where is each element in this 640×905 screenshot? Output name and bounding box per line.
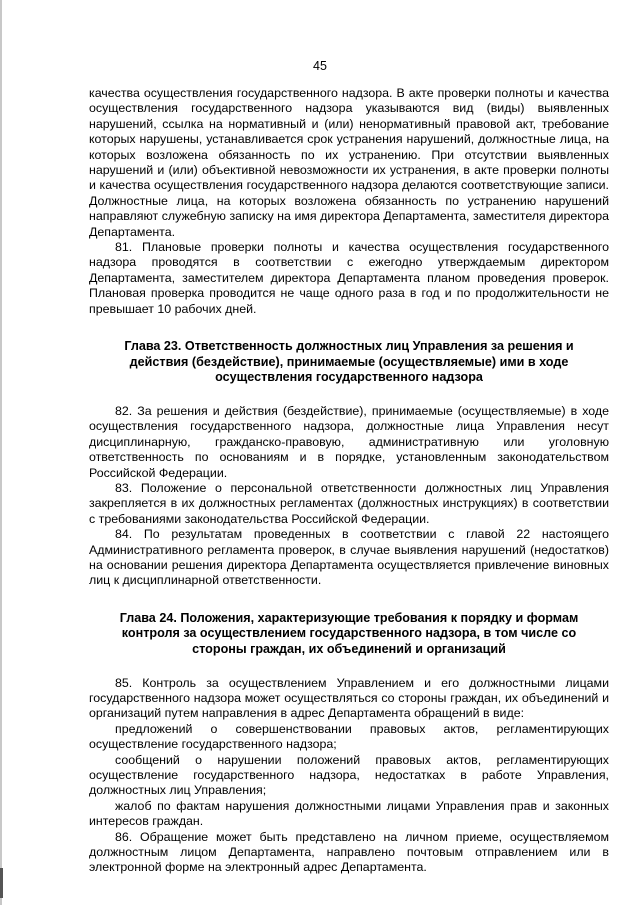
paragraph: качества осуществления государственного надзора. В акте проверки полноты и качества осуществления государственного надзора указываются вид (виды) выявленных нарушений, ссылка на нормативный и (или) ненормативный правовой акт, требование которых нарушены, устанавливается срок устранения нарушений, должностные лица, на которых возложена обязанность по их устранению. При отсутствии выявленных нарушений и (или) объективной невозможности их устранения, в акте проверки полноты и качества осуществления государственного надзора делаются соответствующие записи. Должностные лица, на которых возложена обязанность по устранению нарушений направляют служебную записку на имя директора Департамента, заместителя директора Департамента. xyxy=(89,86,609,239)
paragraph: 86. Обращение может быть представлено на личном приеме, осуществляемом должностным лицом Департамента, направлено почтовым отправлением или в электронной форме на электронный адрес Департамента. xyxy=(89,829,609,875)
spacer xyxy=(89,589,609,611)
list-item: сообщений о нарушении положений правовых актов, регламентирующих осуществление государственного надзора, недостатках в работе Управления, должностных лиц Управления; xyxy=(89,752,609,798)
scan-edge-mark xyxy=(0,868,3,898)
paragraph: 82. За решения и действия (бездействие), принимаемые (осуществляемые) в ходе осуществления государственного надзора, должностные лица Управления несут дисциплинарную, гражданско-правовую, административную или уголовную ответственность по основаниям и в порядке, установленным законодательством Российской Федерации. xyxy=(89,403,609,480)
paragraph: 83. Положение о персональной ответственности должностных лиц Управления закрепляется в их должностных регламентах (должностных инструкциях) в соответствии с требованиями законодательства Российской Федерации. xyxy=(89,480,609,526)
chapter-23-heading: Глава 23. Ответственность должностных лиц Управления за решения и действия (бездействие), принимаемые (осуществляемые) ими в ходе осуществления государственного надзора xyxy=(124,339,574,385)
document-body xyxy=(89,86,609,876)
list-item: предложений о совершенствовании правовых актов, регламентирующих осуществление государственного надзора; xyxy=(89,721,609,752)
page-number: 45 xyxy=(313,59,327,73)
spacer xyxy=(89,386,609,404)
paragraph: 81. Плановые проверки полноты и качества осуществления государственного надзора проводятся в соответствии с ежегодно утверждаемым директором Департамента, заместителем директора Департамента планом проведения проверок. Плановая проверка проводится не чаще одного раза в год и по продолжительности не превышает 10 рабочих дней. xyxy=(89,240,609,316)
spacer xyxy=(89,317,609,339)
paragraph: 85. Контроль за осуществлением Управлением и его должностными лицами государственного надзора может осуществляться со стороны граждан, их объединений и организаций путем направления в адрес Департамента обращений в виде: xyxy=(89,675,609,721)
list-item: жалоб по фактам нарушения должностными лицами Управления прав и законных интересов граждан. xyxy=(89,798,609,829)
chapter-24-heading: Глава 24. Положения, характеризующие требования к порядку и формам контроля за осуществлением государственного надзора, в том числе со стороны граждан, их объединений и организаций xyxy=(119,610,579,656)
spacer xyxy=(89,658,609,676)
scan-edge-shadow xyxy=(0,0,2,905)
paragraph: 84. По результатам проведенных в соответствии с главой 22 настоящего Административного регламента проверок, в случае выявления нарушений (недостатков) на основании решения директора Департамента осуществляется привлечение виновных лиц к дисциплинарной ответственности. xyxy=(89,527,609,588)
